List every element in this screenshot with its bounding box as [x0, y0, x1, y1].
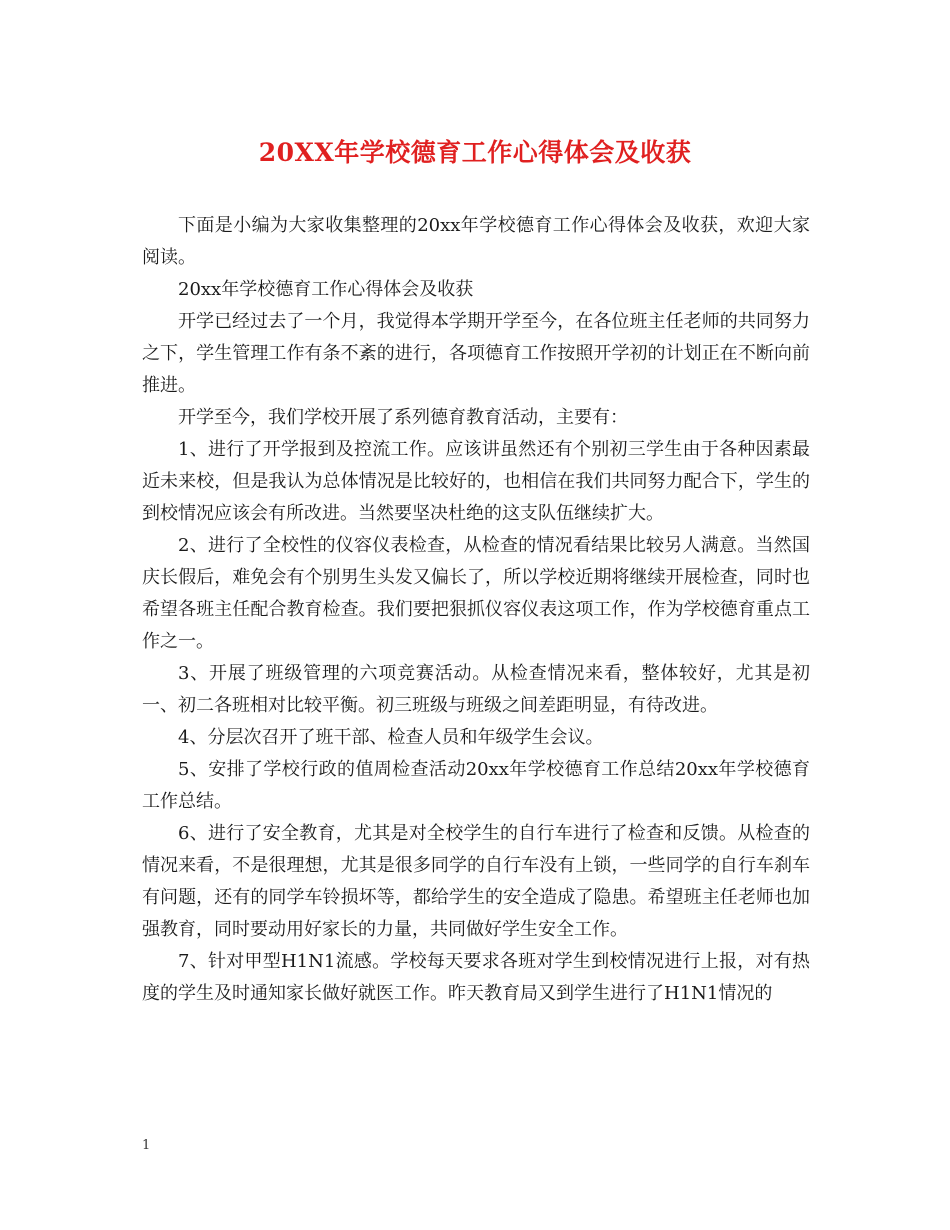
- paragraph-item-5: 5、安排了学校行政的值周检查活动20xx年学校德育工作总结20xx年学校德育工作总结。: [142, 759, 810, 812]
- document-body: [142, 210, 810, 1010]
- paragraph-item-1: 1、进行了开学报到及控流工作。应该讲虽然还有个别初三学生由于各种因素最近未来校，但是我认为总体情况是比较好的，也相信在我们共同努力配合下，学生的到校情况应该会有所改进。当然要坚决杜绝的这支队伍继续扩大。: [142, 439, 810, 524]
- document-title: 20XX年学校德育工作心得体会及收获: [258, 138, 692, 167]
- paragraph-item-6: 6、进行了安全教育，尤其是对全校学生的自行车进行了检查和反馈。从检查的情况来看，不是很理想，尤其是很多同学的自行车没有上锁，一些同学的自行车刹车有问题，还有的同学车铃损坏等，都给学生的安全造成了隐患。希望班主任老师也加强教育，同时要动用好家长的力量，共同做好学生安全工作。: [142, 823, 810, 940]
- paragraph-item-3: 3、开展了班级管理的六项竞赛活动。从检查情况来看，整体较好，尤其是初一、初二各班相对比较平衡。初三班级与班级之间差距明显，有待改进。: [142, 663, 810, 716]
- page-number: 1: [142, 1138, 151, 1153]
- paragraph-subtitle: 20xx年学校德育工作心得体会及收获: [178, 279, 474, 300]
- paragraph-activities-intro: 开学至今，我们学校开展了系列德育教育活动，主要有：: [178, 407, 628, 428]
- paragraph-intro: 下面是小编为大家收集整理的20xx年学校德育工作心得体会及收获，欢迎大家阅读。: [142, 215, 810, 268]
- paragraph-opening: 开学已经过去了一个月，我觉得本学期开学至今，在各位班主任老师的共同努力之下，学生管理工作有条不紊的进行，各项德育工作按照开学初的计划正在不断向前推进。: [142, 311, 810, 396]
- paragraph-item-2: 2、进行了全校性的仪容仪表检查，从检查的情况看结果比较另人满意。当然国庆长假后，难免会有个别男生头发又偏长了，所以学校近期将继续开展检查，同时也希望各班主任配合教育检查。我们要把狠抓仪容仪表这项工作，作为学校德育重点工作之一。: [142, 535, 810, 652]
- paragraph-item-7: 7、针对甲型H1N1流感。学校每天要求各班对学生到校情况进行上报，对有热度的学生及时通知家长做好就医工作。昨天教育局又到学生进行了H1N1情况的: [142, 951, 810, 1004]
- paragraph-item-4: 4、分层次召开了班干部、检查人员和年级学生会议。: [178, 727, 604, 748]
